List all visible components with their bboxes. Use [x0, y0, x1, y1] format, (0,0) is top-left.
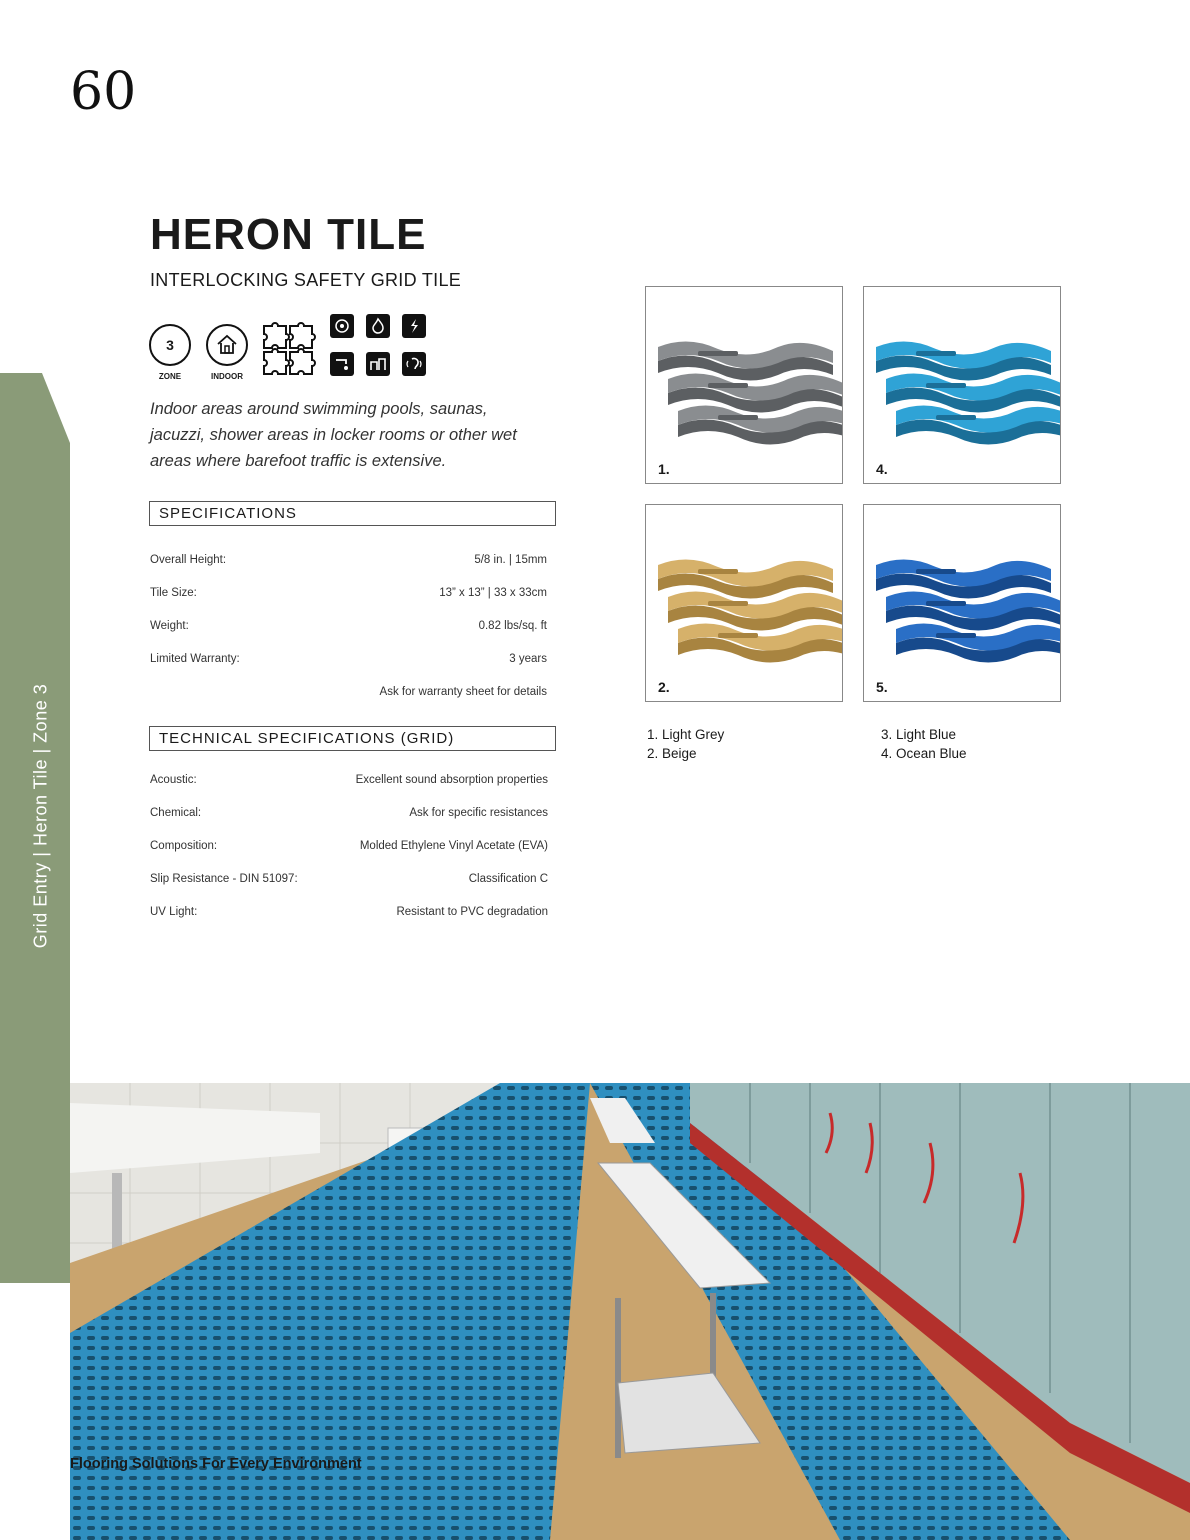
product-title: HERON TILE — [150, 210, 427, 259]
tech-row — [150, 840, 548, 852]
spec-row — [150, 686, 547, 698]
tech-value: Resistant to PVC degradation — [396, 906, 548, 918]
color-list-left — [647, 725, 724, 763]
tile-number: 5. — [876, 679, 888, 695]
sound-absorption-icon — [330, 314, 354, 338]
tech-value: Classification C — [468, 873, 548, 885]
spec-label: Tile Size: — [150, 587, 197, 599]
tech-label: UV Light: — [150, 906, 198, 918]
usage-description: Indoor areas around swimming pools, saunas, jacuzzi, shower areas in locker rooms or other wet areas where barefoot traffic is extensive. — [150, 400, 517, 470]
technical-specifications-heading: TECHNICAL SPECIFICATIONS (GRID) — [149, 726, 556, 751]
spec-row — [150, 620, 547, 632]
tech-value: Excellent sound absorption properties — [355, 774, 548, 786]
color-list-right — [881, 725, 967, 763]
acoustic-icon — [402, 352, 426, 376]
modular-install-icon — [366, 352, 390, 376]
zone-number: 3 — [149, 324, 191, 366]
color-name: 2. Beige — [647, 746, 697, 761]
spec-row — [150, 587, 547, 599]
page-number: 60 — [70, 62, 137, 122]
tile-swatch-ocean-blue — [863, 504, 1061, 702]
spec-value: 5/8 in. | 15mm — [474, 554, 547, 566]
tile-swatch-light-grey — [645, 286, 843, 484]
tile-number: 2. — [658, 679, 670, 695]
grid-tile-image — [646, 505, 842, 701]
tech-label: Chemical: — [150, 807, 202, 819]
tile-number: 4. — [876, 461, 888, 477]
tech-row — [150, 807, 548, 819]
tile-swatch-beige — [645, 504, 843, 702]
interlocking-puzzle-icon — [262, 322, 316, 378]
tech-label: Composition: — [150, 840, 218, 852]
water-drain-icon — [330, 352, 354, 376]
tech-row — [150, 873, 548, 885]
spec-label: Overall Height: — [150, 554, 227, 566]
spec-value: 13” x 13” | 33 x 33cm — [439, 587, 547, 599]
spec-value: 0.82 lbs/sq. ft — [478, 620, 547, 632]
indoor-caption: INDOOR — [211, 372, 243, 381]
tech-row — [150, 774, 548, 786]
tech-label: Slip Resistance - DIN 51097: — [150, 873, 298, 885]
specifications-heading: SPECIFICATIONS — [149, 501, 556, 526]
tech-value: Ask for specific resistances — [409, 807, 548, 819]
tile-swatch-light-blue — [863, 286, 1061, 484]
zone-caption: ZONE — [158, 372, 182, 381]
grid-tile-image — [646, 287, 842, 483]
tech-label: Acoustic: — [150, 774, 197, 786]
footer-tagline: Flooring Solutions For Every Environment — [70, 1456, 362, 1472]
spec-label: Weight: — [150, 620, 189, 632]
side-tab-label: Grid Entry | Heron Tile | Zone 3 — [30, 683, 51, 949]
color-name: 3. Light Blue — [881, 727, 957, 742]
grid-tile-image — [864, 505, 1060, 701]
grid-tile-image — [864, 287, 1060, 483]
product-subtitle: INTERLOCKING SAFETY GRID TILE — [150, 270, 462, 290]
tech-value: Molded Ethylene Vinyl Acetate (EVA) — [359, 840, 548, 852]
anti-slip-icon — [402, 314, 426, 338]
tech-row — [150, 906, 548, 918]
spec-value: Ask for warranty sheet for details — [379, 686, 547, 698]
fire-resistant-icon — [366, 314, 390, 338]
spec-value: 3 years — [509, 653, 547, 665]
indoor-badge — [205, 324, 249, 381]
spec-row — [150, 653, 547, 665]
tile-number: 1. — [658, 461, 670, 477]
house-icon — [206, 324, 248, 366]
spec-row — [150, 554, 547, 566]
spec-label: Limited Warranty: — [150, 653, 240, 665]
color-name: 1. Light Grey — [647, 727, 725, 742]
zone-badge — [149, 324, 191, 381]
color-name: 4. Ocean Blue — [881, 746, 967, 761]
